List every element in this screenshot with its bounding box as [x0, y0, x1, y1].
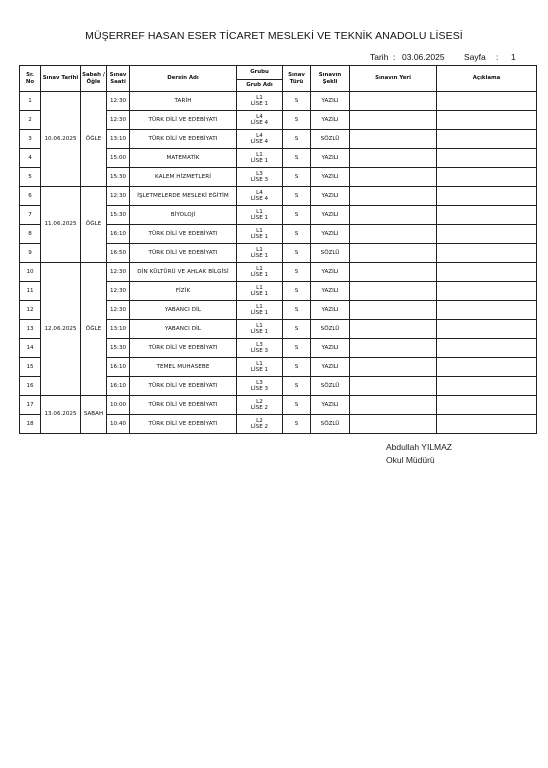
- cell-course: TÜRK DİLİ VE EDEBİYATI: [130, 396, 237, 415]
- cell-location: [350, 225, 437, 244]
- col-header-type: Sınav Türü: [283, 66, 311, 92]
- cell-notes: [437, 168, 537, 187]
- table-row: [20, 92, 537, 111]
- cell-type: S: [283, 149, 311, 168]
- cell-notes: [437, 282, 537, 301]
- cell-group: [237, 358, 283, 377]
- group-name: LİSE 4: [250, 139, 269, 145]
- cell-notes: [437, 377, 537, 396]
- cell-no: 18: [20, 415, 41, 434]
- cell-notes: [437, 263, 537, 282]
- document-title: MÜŞERREF HASAN ESER TİCARET MESLEKİ VE TEKNİK ANADOLU LİSESİ: [85, 30, 463, 42]
- cell-location: [350, 377, 437, 396]
- group-name: LİSE 1: [250, 234, 269, 240]
- table-row: [20, 187, 537, 206]
- cell-location: [350, 244, 437, 263]
- cell-session: SABAH: [81, 396, 107, 434]
- cell-group: [237, 244, 283, 263]
- cell-type: S: [283, 377, 311, 396]
- cell-no: 8: [20, 225, 41, 244]
- cell-course: TÜRK DİLİ VE EDEBİYATI: [130, 225, 237, 244]
- cell-group: [237, 92, 283, 111]
- cell-notes: [437, 111, 537, 130]
- cell-no: 10: [20, 263, 41, 282]
- cell-notes: [437, 130, 537, 149]
- group-name: LİSE 1: [250, 253, 269, 259]
- cell-time: 16:10: [107, 377, 130, 396]
- cell-notes: [437, 415, 537, 434]
- cell-time: 13:10: [107, 320, 130, 339]
- cell-type: S: [283, 358, 311, 377]
- group-name: LİSE 1: [250, 272, 269, 278]
- date-value: 03.06.2025: [402, 52, 445, 62]
- cell-type: S: [283, 339, 311, 358]
- cell-location: [350, 92, 437, 111]
- cell-location: [350, 149, 437, 168]
- cell-notes: [437, 149, 537, 168]
- cell-no: 4: [20, 149, 41, 168]
- cell-type: S: [283, 187, 311, 206]
- cell-course: TARİH: [130, 92, 237, 111]
- cell-notes: [437, 339, 537, 358]
- col-header-group: Grubu: [237, 66, 283, 80]
- cell-time: 10:40: [107, 415, 130, 434]
- cell-no: 1: [20, 92, 41, 111]
- table-row: [20, 263, 537, 282]
- cell-time: 12:30: [107, 263, 130, 282]
- cell-location: [350, 111, 437, 130]
- cell-type: S: [283, 396, 311, 415]
- cell-location: [350, 263, 437, 282]
- cell-notes: [437, 358, 537, 377]
- cell-no: 12: [20, 301, 41, 320]
- cell-session: ÖĞLE: [81, 187, 107, 263]
- cell-time: 15:30: [107, 206, 130, 225]
- cell-location: [350, 206, 437, 225]
- cell-notes: [437, 206, 537, 225]
- cell-type: S: [283, 263, 311, 282]
- cell-time: 13:10: [107, 130, 130, 149]
- cell-no: 17: [20, 396, 41, 415]
- cell-form: YAZILI: [311, 149, 350, 168]
- col-header-date: Sınav Tarihi: [41, 66, 81, 92]
- cell-form: SÖZLÜ: [311, 377, 350, 396]
- cell-time: 16:10: [107, 358, 130, 377]
- cell-no: 9: [20, 244, 41, 263]
- cell-time: 15:30: [107, 168, 130, 187]
- col-header-time: Sınav Saati: [107, 66, 130, 92]
- cell-course: İŞLETMELERDE MESLEKİ EĞİTİM: [130, 187, 237, 206]
- cell-location: [350, 282, 437, 301]
- group-name: LİSE 4: [250, 120, 269, 126]
- group-code: L1: [256, 303, 263, 310]
- cell-type: S: [283, 301, 311, 320]
- cell-time: 10:00: [107, 396, 130, 415]
- col-header-no: Sr. No: [20, 66, 41, 92]
- group-name: LİSE 3: [250, 386, 269, 392]
- cell-form: SÖZLÜ: [311, 415, 350, 434]
- cell-no: 5: [20, 168, 41, 187]
- cell-form: YAZILI: [311, 396, 350, 415]
- page-number: 1: [511, 52, 516, 62]
- group-code: L3: [256, 170, 263, 177]
- group-code: L1: [256, 151, 263, 158]
- table-row: [20, 396, 537, 415]
- cell-course: BİYOLOJİ: [130, 206, 237, 225]
- cell-type: S: [283, 225, 311, 244]
- cell-location: [350, 187, 437, 206]
- group-code: L4: [256, 113, 263, 120]
- cell-group: [237, 149, 283, 168]
- cell-course: FİZİK: [130, 282, 237, 301]
- cell-time: 12:30: [107, 92, 130, 111]
- cell-date: 13.06.2025: [41, 396, 81, 434]
- cell-type: S: [283, 92, 311, 111]
- cell-date: 11.06.2025: [41, 187, 81, 263]
- col-header-course: Dersin Adı: [130, 66, 237, 92]
- cell-course: MATEMATİK: [130, 149, 237, 168]
- page-separator: :: [496, 52, 499, 62]
- cell-no: 7: [20, 206, 41, 225]
- cell-group: [237, 396, 283, 415]
- group-name: LİSE 1: [250, 291, 269, 297]
- cell-location: [350, 130, 437, 149]
- cell-group: [237, 111, 283, 130]
- cell-notes: [437, 92, 537, 111]
- cell-time: 12:30: [107, 301, 130, 320]
- cell-no: 3: [20, 130, 41, 149]
- cell-form: YAZILI: [311, 358, 350, 377]
- cell-type: S: [283, 206, 311, 225]
- group-code: L3: [256, 341, 263, 348]
- cell-form: SÖZLÜ: [311, 320, 350, 339]
- cell-group: [237, 263, 283, 282]
- date-separator: :: [393, 52, 396, 62]
- exam-schedule-table: [19, 65, 537, 434]
- group-name: LİSE 2: [250, 424, 269, 430]
- cell-type: S: [283, 168, 311, 187]
- cell-form: SÖZLÜ: [311, 244, 350, 263]
- cell-group: [237, 168, 283, 187]
- cell-course: KALEM HİZMETLERİ: [130, 168, 237, 187]
- cell-time: 12:30: [107, 111, 130, 130]
- col-header-location: Sınavın Yeri: [350, 66, 437, 92]
- cell-form: YAZILI: [311, 92, 350, 111]
- group-code: L4: [256, 189, 263, 196]
- group-code: L1: [256, 265, 263, 272]
- group-name: LİSE 1: [250, 215, 269, 221]
- cell-course: TEMEL MUHASEBE: [130, 358, 237, 377]
- cell-time: 16:50: [107, 244, 130, 263]
- table-header-row: [20, 66, 537, 80]
- cell-form: YAZILI: [311, 339, 350, 358]
- cell-no: 16: [20, 377, 41, 396]
- cell-type: S: [283, 111, 311, 130]
- cell-group: [237, 206, 283, 225]
- group-code: L1: [256, 322, 263, 329]
- cell-no: 13: [20, 320, 41, 339]
- cell-group: [237, 130, 283, 149]
- group-name: LİSE 2: [250, 405, 269, 411]
- group-code: L1: [256, 227, 263, 234]
- date-label: Tarih: [370, 52, 389, 62]
- cell-form: YAZILI: [311, 263, 350, 282]
- group-code: L1: [256, 284, 263, 291]
- cell-notes: [437, 320, 537, 339]
- cell-notes: [437, 187, 537, 206]
- cell-group: [237, 320, 283, 339]
- cell-group: [237, 187, 283, 206]
- cell-group: [237, 282, 283, 301]
- signatory-name: Abdullah YILMAZ: [386, 442, 452, 452]
- cell-no: 6: [20, 187, 41, 206]
- group-name: LİSE 1: [250, 158, 269, 164]
- cell-course: YABANCI DİL: [130, 320, 237, 339]
- cell-group: [237, 225, 283, 244]
- cell-time: 15:30: [107, 339, 130, 358]
- cell-no: 15: [20, 358, 41, 377]
- group-name: LİSE 3: [250, 348, 269, 354]
- cell-type: S: [283, 244, 311, 263]
- cell-type: S: [283, 320, 311, 339]
- cell-notes: [437, 244, 537, 263]
- col-header-form: Sınavın Şekli: [311, 66, 350, 92]
- group-code: L1: [256, 360, 263, 367]
- cell-session: ÖĞLE: [81, 263, 107, 396]
- cell-location: [350, 396, 437, 415]
- col-header-session: Sabah / Öğle: [81, 66, 107, 92]
- table-body: [20, 92, 537, 434]
- cell-location: [350, 168, 437, 187]
- cell-course: TÜRK DİLİ VE EDEBİYATI: [130, 415, 237, 434]
- cell-form: SÖZLÜ: [311, 130, 350, 149]
- cell-time: 12:30: [107, 187, 130, 206]
- group-code: L3: [256, 379, 263, 386]
- cell-time: 12:30: [107, 282, 130, 301]
- cell-form: YAZILI: [311, 168, 350, 187]
- group-name: LİSE 4: [250, 196, 269, 202]
- cell-location: [350, 358, 437, 377]
- group-code: L2: [256, 417, 263, 424]
- cell-time: 16:10: [107, 225, 130, 244]
- group-code: L2: [256, 398, 263, 405]
- cell-course: DİN KÜLTÜRÜ VE AHLAK BİLGİSİ: [130, 263, 237, 282]
- cell-type: S: [283, 415, 311, 434]
- col-header-notes: Açıklama: [437, 66, 537, 92]
- cell-form: YAZILI: [311, 206, 350, 225]
- cell-group: [237, 301, 283, 320]
- cell-form: YAZILI: [311, 301, 350, 320]
- cell-location: [350, 320, 437, 339]
- cell-course: TÜRK DİLİ VE EDEBİYATI: [130, 244, 237, 263]
- cell-date: 10.06.2025: [41, 92, 81, 187]
- group-name: LİSE 1: [250, 329, 269, 335]
- cell-course: TÜRK DİLİ VE EDEBİYATI: [130, 339, 237, 358]
- group-name: LİSE 1: [250, 101, 269, 107]
- cell-course: TÜRK DİLİ VE EDEBİYATI: [130, 130, 237, 149]
- cell-course: TÜRK DİLİ VE EDEBİYATI: [130, 377, 237, 396]
- cell-course: YABANCI DİL: [130, 301, 237, 320]
- cell-type: S: [283, 130, 311, 149]
- signatory-role: Okul Müdürü: [386, 455, 435, 465]
- cell-notes: [437, 225, 537, 244]
- cell-location: [350, 415, 437, 434]
- group-code: L1: [256, 246, 263, 253]
- group-name: LİSE 3: [250, 177, 269, 183]
- cell-group: [237, 415, 283, 434]
- cell-form: YAZILI: [311, 111, 350, 130]
- group-name: LİSE 1: [250, 367, 269, 373]
- cell-time: 15:00: [107, 149, 130, 168]
- group-code: L1: [256, 94, 263, 101]
- cell-no: 14: [20, 339, 41, 358]
- cell-location: [350, 339, 437, 358]
- cell-form: YAZILI: [311, 282, 350, 301]
- cell-course: TÜRK DİLİ VE EDEBİYATI: [130, 111, 237, 130]
- cell-form: YAZILI: [311, 225, 350, 244]
- cell-form: YAZILI: [311, 187, 350, 206]
- page-label: Sayfa: [464, 52, 486, 62]
- cell-group: [237, 377, 283, 396]
- cell-group: [237, 339, 283, 358]
- group-code: L4: [256, 132, 263, 139]
- cell-type: S: [283, 282, 311, 301]
- cell-location: [350, 301, 437, 320]
- cell-notes: [437, 396, 537, 415]
- group-code: L1: [256, 208, 263, 215]
- col-header-group-name: Grub Adı: [237, 80, 283, 92]
- cell-notes: [437, 301, 537, 320]
- cell-no: 2: [20, 111, 41, 130]
- cell-date: 12.06.2025: [41, 263, 81, 396]
- cell-no: 11: [20, 282, 41, 301]
- group-name: LİSE 1: [250, 310, 269, 316]
- cell-session: ÖĞLE: [81, 92, 107, 187]
